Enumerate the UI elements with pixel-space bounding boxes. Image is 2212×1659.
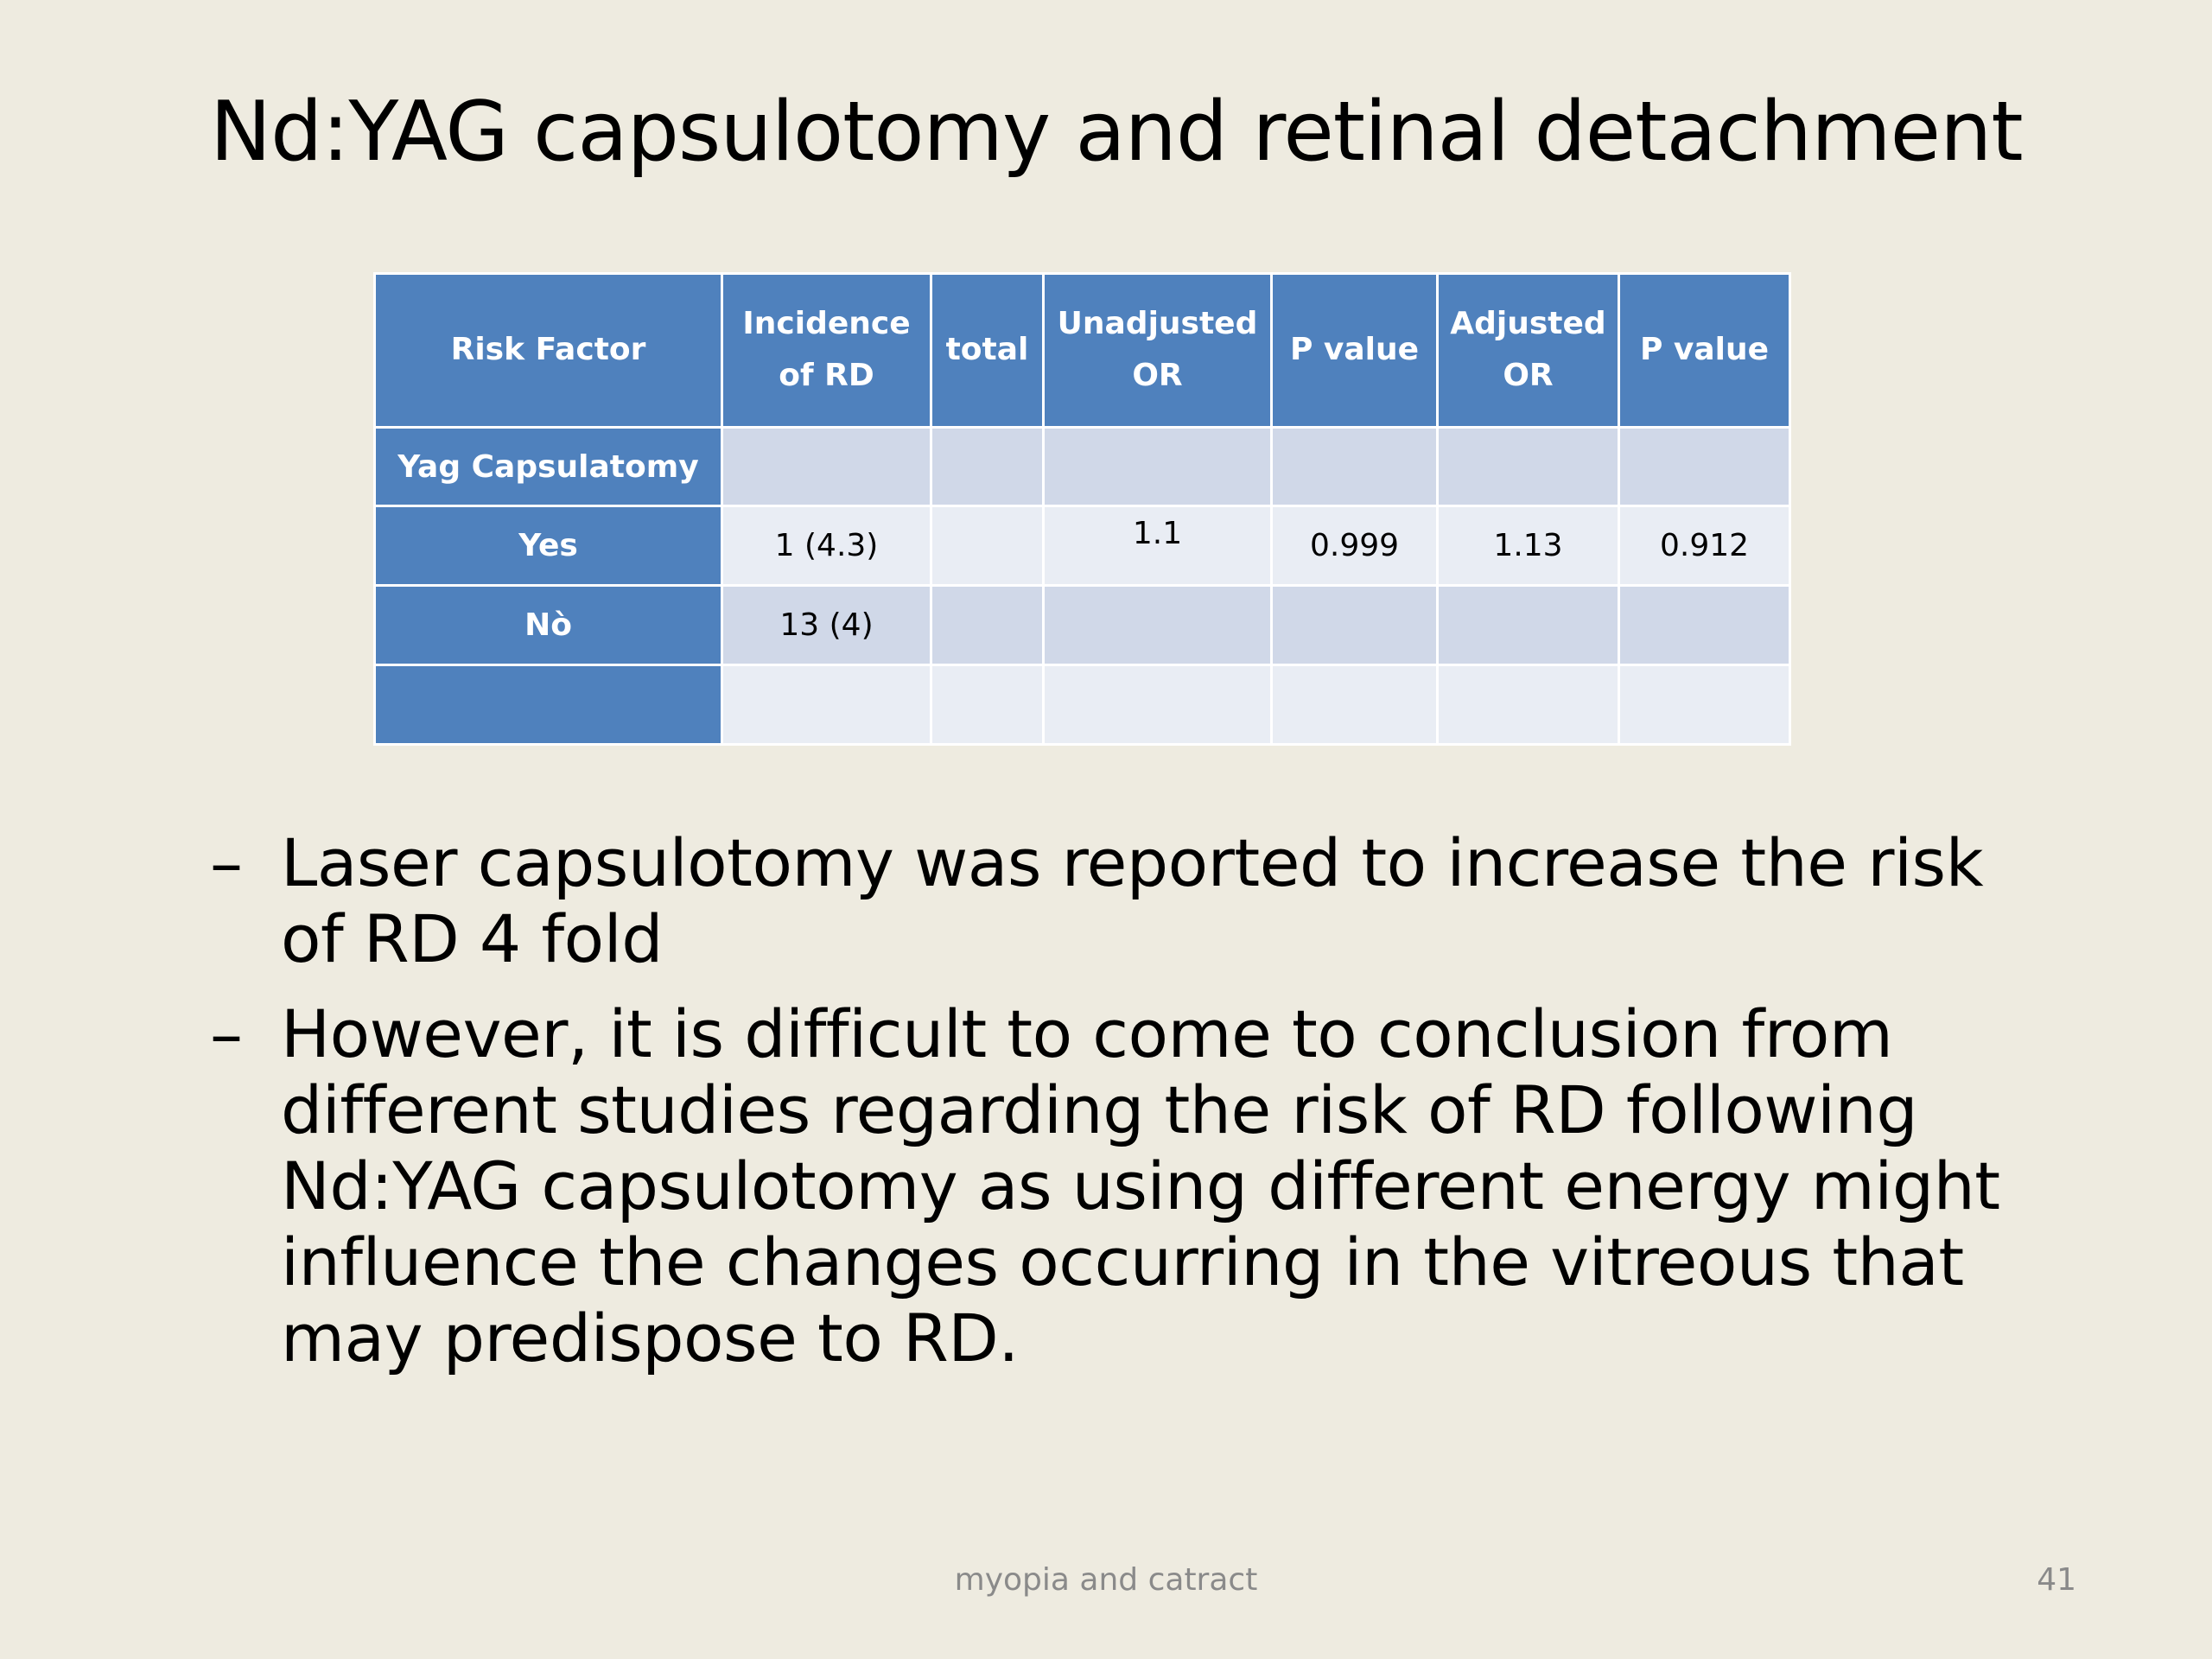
cell-adjusted-or: 1.13 (1438, 506, 1619, 586)
bullet-list (210, 825, 2042, 1395)
cell-unadjusted-or (1044, 586, 1272, 665)
cell-p-value-1: 0.999 (1272, 506, 1438, 586)
row-label: Yag Capsulatomy (375, 427, 722, 506)
header-p-value-2: P value (1619, 274, 1790, 428)
cell-adjusted-or (1438, 586, 1619, 665)
cell-incidence (722, 665, 931, 745)
cell-unadjusted-or (1044, 427, 1272, 506)
table-row (375, 665, 1790, 745)
dash-icon: – (210, 824, 243, 901)
bullet-item (210, 996, 2042, 1376)
cell-incidence (722, 427, 931, 506)
cell-unadjusted-or (1044, 665, 1272, 745)
header-risk-factor: Risk Factor (375, 274, 722, 428)
page-number: 41 (2037, 1562, 2076, 1598)
header-unadjusted-or: Unadjusted OR (1044, 274, 1272, 428)
bullet-text: However, it is difficult to come to conclusion from different studies regarding the risk of RD following Nd:YAG capsulotomy as using different energy might influence the changes occurring in the vitreous that may predispose to RD. (281, 995, 2000, 1376)
cell-total (931, 427, 1044, 506)
cell-p-value-2 (1619, 427, 1790, 506)
header-total: total (931, 274, 1044, 428)
cell-p-value-1 (1272, 586, 1438, 665)
cell-incidence: 1 (4.3) (722, 506, 931, 586)
row-label: Yes (375, 506, 722, 586)
table-row (375, 586, 1790, 665)
cell-incidence: 13 (4) (722, 586, 931, 665)
cell-total (931, 586, 1044, 665)
row-label: Nò (375, 586, 722, 665)
cell-p-value-1 (1272, 665, 1438, 745)
cell-p-value-2: 0.912 (1619, 506, 1790, 586)
slide-title: Nd:YAG capsulotomy and retinal detachment (210, 85, 2023, 180)
table-row (375, 427, 1790, 506)
slide-footer: myopia and catract (954, 1562, 1258, 1598)
table-row (375, 506, 1790, 586)
header-p-value-1: P value (1272, 274, 1438, 428)
bullet-text: Laser capsulotomy was reported to increase the risk of RD 4 fold (281, 824, 1984, 977)
risk-table (373, 272, 1791, 746)
cell-unadjusted-or: 1.1 (1044, 506, 1272, 586)
cell-total (931, 665, 1044, 745)
bullet-item (210, 825, 2042, 977)
table-header-row (375, 274, 1790, 428)
dash-icon: – (210, 995, 243, 1072)
cell-adjusted-or (1438, 665, 1619, 745)
cell-total (931, 506, 1044, 586)
cell-adjusted-or (1438, 427, 1619, 506)
header-adjusted-or: Adjusted OR (1438, 274, 1619, 428)
row-label (375, 665, 722, 745)
header-incidence: Incidence of RD (722, 274, 931, 428)
cell-p-value-2 (1619, 665, 1790, 745)
cell-p-value-1 (1272, 427, 1438, 506)
cell-p-value-2 (1619, 586, 1790, 665)
